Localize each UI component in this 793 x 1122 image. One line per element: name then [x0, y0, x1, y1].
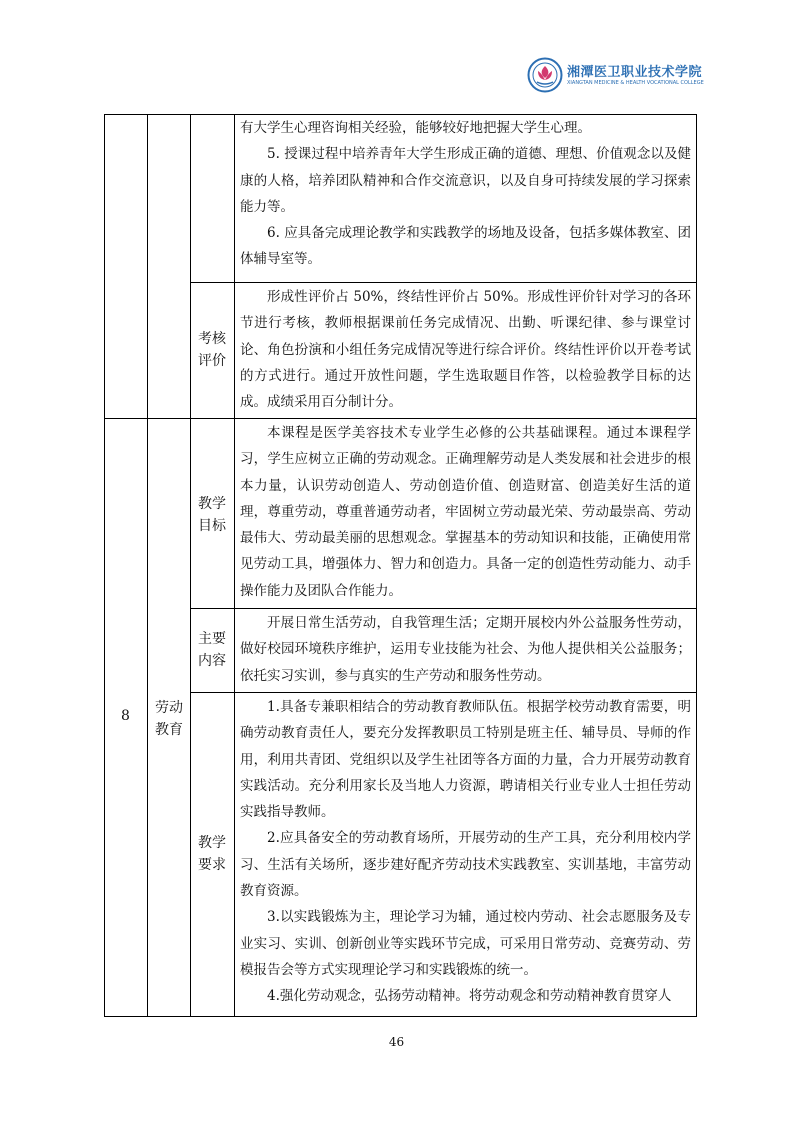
course-name-line2: 教育	[155, 722, 183, 738]
table-border-right	[696, 114, 697, 1017]
content-label-line2: 内容	[198, 653, 226, 669]
requirements-label-line1: 教学	[198, 835, 226, 851]
row-divider	[190, 282, 697, 283]
objectives-label-line1: 教学	[198, 496, 226, 512]
college-name-cn: 湘潭医卫职业技术学院	[567, 65, 703, 80]
objectives-text: 本课程是医学美容技术专业学生必修的公共基础课程。通过本课程学习，学生应树立正确的劳动观念。正确理解劳动是人类发展和社会进步的根本力量，认识劳动创造人、劳动创造价值、创造财富、创造美好生活的道理，尊重劳动，尊重普通劳动者，牢固树立劳动最光荣、劳动最崇高、劳动最伟大、劳动最美丽的思想观念。掌握基本的劳动知识和技能，正确使用常见劳动工具，增强体力、智力和创造力。具备一定的创造性劳动能力、动手操作能力及团队合作能力。	[240, 425, 691, 599]
content-text: 开展日常生活劳动，自我管理生活；定期开展校内外公益服务性劳动，做好校园环境秩序维护，运用专业技能为社会、为他人提供相关公益服务；依托实习实训，参与真实的生产劳动和服务性劳动。	[240, 615, 691, 684]
assessment-text: 形成性评价占 50%，终结性评价占 50%。形成性评价针对学习的各环节进行考核，教师根据课前任务完成情况、出勤、听课纪律、参与课堂讨论、角色扮演和小组任务完成情况等进行综合评价。终结性评价以开卷考试的方式进行。通过开放性问题，学生选取题目作答，以检验教学目标的达成。成绩采用百分制计分。	[240, 289, 691, 411]
course-name	[149, 697, 189, 741]
requirements-para-4: 4.强化劳动观念，弘扬劳动精神。将劳动观念和劳动精神教育贯穿人	[267, 988, 672, 1005]
column-divider	[147, 114, 148, 1017]
column-divider	[190, 114, 191, 1017]
course-table	[104, 114, 697, 1017]
college-emblem-icon	[527, 57, 563, 93]
assessment-label-line1: 考核	[198, 331, 226, 347]
college-logo	[527, 57, 704, 93]
content-cell	[240, 610, 691, 692]
prev-requirements-para-3: 6. 应具备完成理论教学和实践教学的场地及设备，包括多媒体教室、团体辅导室等。	[240, 225, 691, 268]
requirements-para-1: 1.具备专兼职相结合的劳动教育教师队伍。根据学校劳动教育需要，明确劳动教育责任人，要充分发挥教职员工特别是班主任、辅导员、导师的作用，利用共青团、党组织以及学生社团等各方面的力量，合力开展劳动教育实践活动。充分利用家长及当地人力资源，聘请相关行业专业人士担任劳动实践指导教师。	[240, 699, 691, 821]
requirements-label-line2: 要求	[198, 857, 226, 873]
college-name-en: XIANGTAN MEDICINE & HEALTH VOCATIONAL COLLEGE	[567, 80, 704, 86]
objectives-label	[192, 493, 232, 537]
content-label-line1: 主要	[198, 631, 226, 647]
requirements-label	[192, 832, 232, 876]
prev-requirements-cell	[240, 115, 691, 282]
table-border-bottom	[104, 1016, 697, 1017]
column-divider	[234, 114, 235, 1017]
requirements-para-3: 3.以实践锻炼为主，理论学习为辅，通过校内劳动、社会志愿服务及专业实习、实训、创新创业等实践环节完成，可采用日常劳动、竞赛劳动、劳模报告会等方式实现理论学习和实践锻炼的统一。	[240, 909, 691, 978]
assessment-label-line2: 评价	[198, 353, 226, 369]
row-divider	[104, 418, 697, 419]
row-divider	[190, 608, 697, 609]
row-number: 8	[121, 708, 130, 724]
prev-requirements-para-2: 5. 授课过程中培养青年大学生形成正确的道德、理想、价值观念以及健康的人格，培养团队精神和合作交流意识，以及自身可持续发展的学习探索能力等。	[240, 146, 691, 215]
page-number: 46	[388, 1035, 405, 1049]
requirements-para-2: 2.应具备安全的劳动教育场所，开展劳动的生产工具，充分利用校内学习、生活有关场所，逐步建好配齐劳动技术实践教室、实训基地，丰富劳动教育资源。	[240, 830, 691, 900]
objectives-cell	[240, 420, 691, 608]
objectives-label-line2: 目标	[198, 518, 226, 534]
row-divider	[190, 692, 697, 693]
content-label	[192, 628, 232, 672]
requirements-cell	[240, 694, 691, 1016]
assessment-label	[192, 328, 232, 372]
course-name-line1: 劳动	[155, 700, 183, 716]
table-border-left	[104, 114, 105, 1017]
prev-requirements-para-1: 有大学生心理咨询相关经验，能够较好地把握大学生心理。	[240, 120, 591, 136]
assessment-cell	[240, 284, 691, 417]
